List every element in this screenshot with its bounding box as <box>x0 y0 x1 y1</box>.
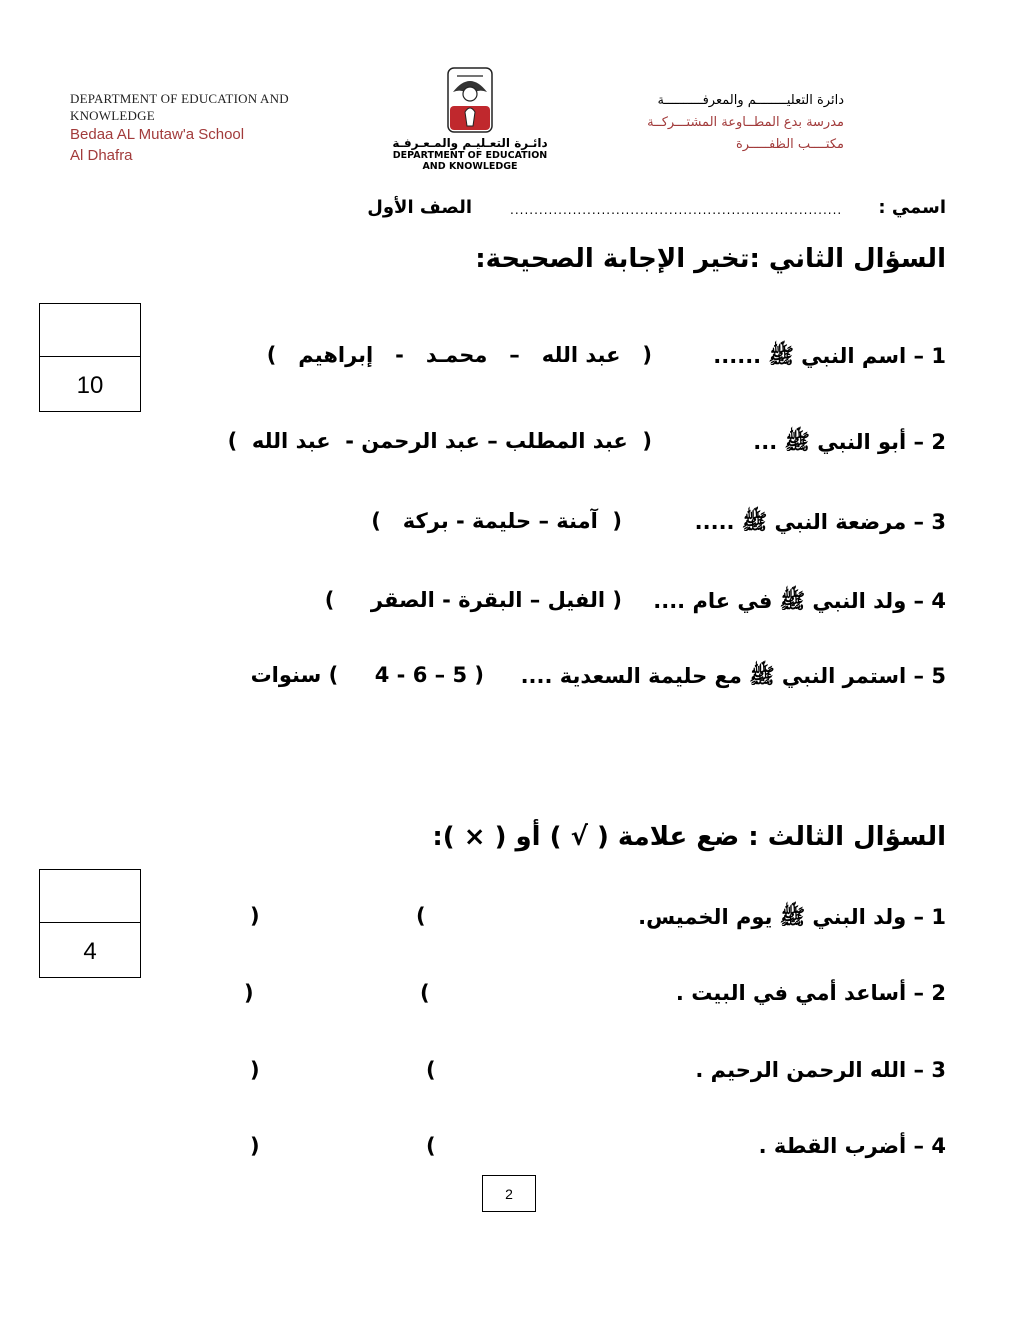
q3-score-box <box>39 869 141 978</box>
q2-score-box <box>39 303 141 412</box>
q3-item-1-paren-open: ( <box>416 904 426 928</box>
q3-item-3-paren-open: ( <box>426 1058 436 1082</box>
q3-item-4-paren-open: ( <box>426 1134 436 1158</box>
q3-item-3-paren-close: ) <box>250 1058 260 1082</box>
q2-item-4-stem: 4 – ولد النبي ﷺ في عام .... <box>653 589 946 613</box>
q3-item-2-text: 2 – أساعد أمي في البيت . <box>675 981 946 1005</box>
school-name-en: Bedaa AL Mutaw'a School <box>70 126 245 143</box>
q2-item-5-stem: 5 – استمر النبي ﷺ مع حليمة السعدية .... <box>520 664 946 688</box>
department-logo <box>390 66 550 172</box>
q2-item-3-stem: 3 – مرضعة النبي ﷺ ..... <box>694 510 946 534</box>
q2-item-1-stem: 1 – اسم النبي ﷺ ...... <box>713 344 946 368</box>
q3-score-blank <box>40 870 140 923</box>
q2-score-total: 10 <box>76 372 104 399</box>
logo-arabic-text: دائـرة التعـليـم والمـعـرفـة <box>392 136 548 150</box>
q3-item-4-text: 4 – أضرب القطة . <box>758 1134 946 1158</box>
q3-score-total: 4 <box>83 938 97 965</box>
q2-title: السؤال الثاني :تخير الإجابة الصحيحة: <box>475 244 946 274</box>
school-name-ar: مدرسة بدع المطــاوعة المشتـــركــة <box>647 115 844 130</box>
header-arabic <box>647 90 844 156</box>
q2-item-1-options: ( عبد الله – محمـد - إبراهيم ) <box>266 343 652 367</box>
header-english <box>70 90 289 166</box>
logo-english-line-2: AND KNOWLEDGE <box>422 161 518 172</box>
dept-line-1: DEPARTMENT OF EDUCATION AND <box>70 91 289 106</box>
q2-item-5-options: ( 5 – 6 - 4 ) سنوات <box>250 663 484 687</box>
falcon-emblem-icon <box>447 66 493 134</box>
region-name-ar: مكتــــب الظفـــــرة <box>735 137 844 152</box>
dept-line-2: KNOWLEDGE <box>70 108 155 123</box>
region-name-en: Al Dhafra <box>70 147 133 164</box>
q3-item-2-paren-open: ( <box>420 981 430 1005</box>
logo-english-line-1: DEPARTMENT OF EDUCATION <box>392 150 548 161</box>
q2-score-blank <box>40 304 140 357</box>
dept-arabic: دائرة التعليــــــــم والمعرفــــــــــة <box>657 93 844 108</box>
q2-item-2-options: ( عبد المطلب – عبد الرحمن - عبد الله ) <box>227 429 652 453</box>
q3-item-1-text: 1 – ولد البني ﷺ يوم الخميس. <box>638 905 946 929</box>
q3-title: السؤال الثالث : ضع علامة ( √ ) أو ( × ): <box>432 822 946 852</box>
q2-item-3-options: ( آمنة – حليمة - بركة ) <box>371 509 622 533</box>
q3-item-4-paren-close: ) <box>250 1134 260 1158</box>
grade-label: الصف الأول <box>367 197 472 218</box>
name-blank: ..................................................................... <box>510 203 843 217</box>
q3-item-2-paren-close: ) <box>244 981 254 1005</box>
q3-item-3-text: 3 – الله الرحمن الرحيم . <box>695 1058 946 1082</box>
q2-item-2-stem: 2 – أبو النبي ﷺ ... <box>753 430 946 454</box>
name-label: اسمي : <box>878 197 946 218</box>
q2-item-4-options: ( الفيل – البقرة - الصقر ) <box>324 588 622 612</box>
q3-item-1-paren-close: ) <box>250 904 260 928</box>
page-number: 2 <box>482 1175 536 1212</box>
